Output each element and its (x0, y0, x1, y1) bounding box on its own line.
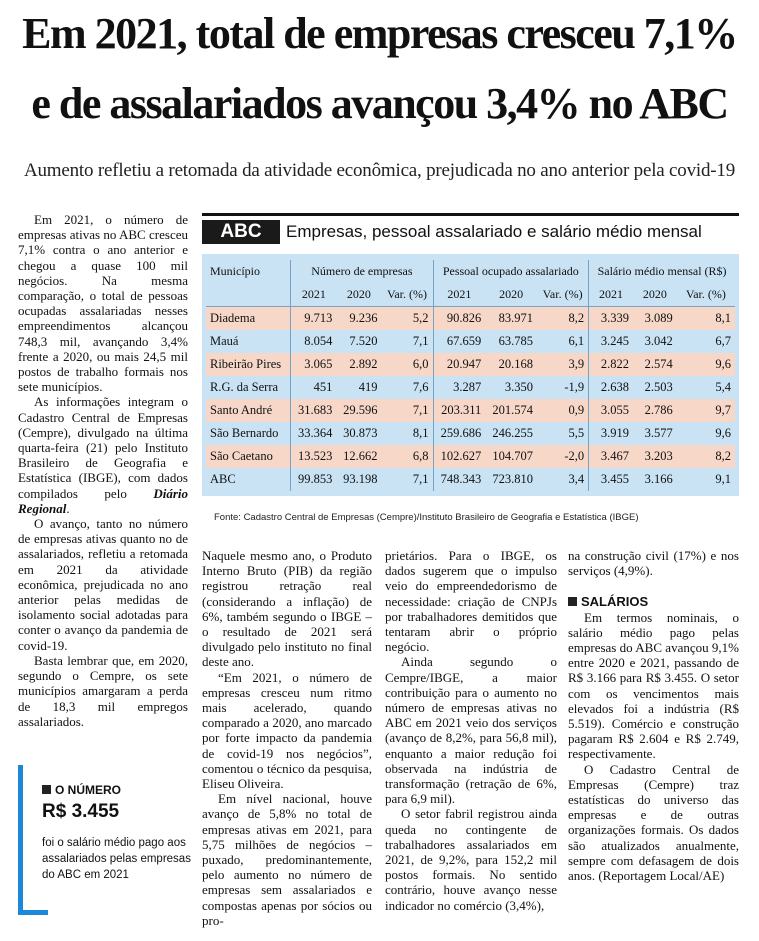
cell-municipio: São Bernardo (206, 422, 291, 445)
column-header-var: Var. (%) (677, 283, 735, 307)
cell: 5,5 (537, 422, 589, 445)
cell: 3.245 (589, 330, 633, 353)
article-column-3 (385, 548, 557, 913)
paragraph: Em nível nacional, houve avanço de 5,8% no total de empresas ativas em 2021, para 5,75 milhões de negócios – puxado, predominantemente, pelo aumento no número de empresas sem assalariados e compostas apenas por sócios ou pro- (202, 791, 372, 928)
cell-municipio: Mauá (206, 330, 291, 353)
cell: 83.971 (485, 307, 537, 331)
cell: 5,2 (381, 307, 433, 331)
column-header-2021: 2021 (291, 283, 337, 307)
column-header-empty (206, 283, 291, 307)
cell: 7,1 (381, 468, 433, 491)
box-value: R$ 3.455 (42, 801, 120, 822)
cell: 3.203 (633, 445, 677, 468)
data-table (206, 260, 735, 491)
cell: 31.683 (291, 399, 337, 422)
paragraph (18, 394, 188, 516)
box-text: foi o salário médio pago aos assalariados pelas empresas do ABC em 2021 (42, 837, 191, 881)
cell: 419 (336, 376, 381, 399)
cell: 3.042 (633, 330, 677, 353)
paragraph: Naquele mesmo ano, o Produto Interno Bruto (PIB) da região registrou retração real (considerando a inflação) de 6%, também segundo o IBGE – o resultado de 2021 será divulgado pelo instituto no final deste ano. (202, 548, 372, 670)
cell: 246.255 (485, 422, 537, 445)
cell: 7.520 (336, 330, 381, 353)
cell: 8.054 (291, 330, 337, 353)
cell: 90.826 (433, 307, 485, 331)
cell-municipio: ABC (206, 468, 291, 491)
cell-municipio: São Caetano (206, 445, 291, 468)
cell: 3.065 (291, 353, 337, 376)
paragraph-text: . (66, 500, 70, 516)
cell: 8,2 (537, 307, 589, 331)
cell: 13.523 (291, 445, 337, 468)
cell: 2.786 (633, 399, 677, 422)
table-row (206, 330, 735, 353)
cell: 99.853 (291, 468, 337, 491)
highlight-box (18, 765, 191, 915)
paragraph: Em termos nominais, o salário médio pago pelas empresas do ABC avançou 9,1% entre 2020 e 2021, passando de R$ 3.166 para R$ 3.455. O setor com os vencimentos mais elevados foi a indústria (R$ 5.519). Comércio e construção pagaram R$ 2.604 e R$ 2.749, respectivamente. (568, 609, 739, 762)
cell: 7,1 (381, 330, 433, 353)
cell: 33.364 (291, 422, 337, 445)
paragraph: Basta lembrar que, em 2020, segundo o Cempre, os sete municípios amargaram a perda de 18,3 mil empregos assalariados. (18, 652, 188, 729)
cell: 9,6 (677, 353, 735, 376)
cell: 9,1 (677, 468, 735, 491)
cell: 93.198 (336, 468, 381, 491)
cell: 3,4 (537, 468, 589, 491)
paragraph: prietários. Para o IBGE, os dados sugerem que o impulso veio do empreendedorismo de necessidade: criação de CNPJs por trabalhadores demitidos que tentaram abrir o próprio negócio. (385, 548, 557, 655)
square-bullet-icon (42, 785, 51, 794)
column-header-2020: 2020 (633, 283, 677, 307)
cell: 2.574 (633, 353, 677, 376)
column-header-2021: 2021 (589, 283, 633, 307)
article-column-1 (18, 212, 188, 729)
paragraph: O Cadastro Central de Empresas (Cempre) traz estatísticas do universo das empresas e de outras organizações formais. Os dados são atualizados anualmente, sempre com defasagem de dois anos. (Reportagem Local/AE) (568, 761, 739, 884)
cell: 104.707 (485, 445, 537, 468)
cell: 9,6 (677, 422, 735, 445)
cell: 259.686 (433, 422, 485, 445)
newspaper-name: Diário Regional (18, 485, 188, 516)
table-row (206, 376, 735, 399)
table-row-total (206, 468, 735, 491)
cell: 8,1 (677, 307, 735, 331)
box-label-text: O NÚMERO (55, 783, 121, 797)
table-tag: ABC (202, 220, 280, 244)
cell: 20.947 (433, 353, 485, 376)
paragraph-text: As informações integram o Cadastro Central de Empresas (Cempre), divulgado na última quarta-feira (21) pelo Instituto Brasileiro de Geografia e Estatística (IBGE), com dados compilados pelo (18, 394, 188, 501)
cell: 6,1 (537, 330, 589, 353)
cell: 723.810 (485, 468, 537, 491)
cell: 5,4 (677, 376, 735, 399)
headline-line-1: Em 2021, total de empresas cresceu 7,1% (22, 9, 737, 58)
column-header-2021: 2021 (433, 283, 485, 307)
box-accent-bar (18, 765, 23, 915)
cell: 102.627 (433, 445, 485, 468)
table-row (206, 399, 735, 422)
cell: 8,2 (677, 445, 735, 468)
column-header-2020: 2020 (485, 283, 537, 307)
cell: 30.873 (336, 422, 381, 445)
section-heading (568, 594, 739, 609)
cell: -2,0 (537, 445, 589, 468)
cell: 29.596 (336, 399, 381, 422)
cell: -1,9 (537, 376, 589, 399)
cell: 6,7 (677, 330, 735, 353)
column-header-var: Var. (%) (381, 283, 433, 307)
data-table-panel (202, 213, 739, 496)
cell: 748.343 (433, 468, 485, 491)
cell: 2.892 (336, 353, 381, 376)
cell: 63.785 (485, 330, 537, 353)
cell: 2.638 (589, 376, 633, 399)
box-label (42, 783, 121, 797)
cell: 201.574 (485, 399, 537, 422)
cell: 12.662 (336, 445, 381, 468)
headline-line-2: e de assalariados avançou 3,4% no ABC (31, 79, 728, 128)
cell-municipio: R.G. da Serra (206, 376, 291, 399)
table-header-bar (202, 213, 739, 246)
cell: 67.659 (433, 330, 485, 353)
cell: 9,7 (677, 399, 735, 422)
table-row (206, 307, 735, 331)
cell: 7,1 (381, 399, 433, 422)
table-row (206, 445, 735, 468)
cell: 6,0 (381, 353, 433, 376)
cell: 3.055 (589, 399, 633, 422)
cell-municipio: Santo André (206, 399, 291, 422)
paragraph: Em 2021, o número de empresas ativas no ABC cresceu 7,1% contra o ano anterior e chegou a quase 100 mil negócios. Na mesma comparação, o total de pessoas ocupadas assalariadas nesses empreendimentos alcançou 748,3 mil, avançando 3,4% frente a 2020, ou mais 24,5 mil postos de trabalho formais nos sete municípios. (18, 212, 188, 395)
cell: 9.236 (336, 307, 381, 331)
cell: 3.919 (589, 422, 633, 445)
cell: 3.455 (589, 468, 633, 491)
paragraph: Ainda segundo o Cempre/IBGE, a maior contribuição para o aumento no número de empresas ativas no ABC em 2021 veio dos serviços (avanço de 8,2%, para 56,8 mil), enquanto a maior redução foi observada na indústria de transformação (retração de 6%, para 6,9 mil). (385, 654, 557, 807)
cell: 3.166 (633, 468, 677, 491)
article-column-4 (568, 548, 739, 883)
cell: 3,9 (537, 353, 589, 376)
cell: 7,6 (381, 376, 433, 399)
cell: 451 (291, 376, 337, 399)
table-body (202, 254, 739, 496)
section-heading-text: SALÁRIOS (581, 594, 649, 610)
cell-municipio: Diadema (206, 307, 291, 331)
column-header-var: Var. (%) (537, 283, 589, 307)
column-group-pessoal: Pessoal ocupado assalariado (433, 260, 589, 283)
table-row (206, 353, 735, 376)
cell: 203.311 (433, 399, 485, 422)
cell: 3.287 (433, 376, 485, 399)
paragraph: na construção civil (17%) e nos serviços (4,9%). (568, 548, 739, 579)
cell: 3.339 (589, 307, 633, 331)
box-accent-corner (18, 910, 48, 915)
cell-municipio: Ribeirão Pires (206, 353, 291, 376)
cell: 3.089 (633, 307, 677, 331)
cell: 9.713 (291, 307, 337, 331)
cell: 3.350 (485, 376, 537, 399)
column-group-empresas: Número de empresas (291, 260, 433, 283)
column-header-municipio: Município (210, 264, 260, 278)
column-group-salario: Salário médio mensal (R$) (589, 260, 735, 283)
column-header-2020: 2020 (336, 283, 381, 307)
square-bullet-icon (568, 597, 577, 606)
cell: 20.168 (485, 353, 537, 376)
cell: 6,8 (381, 445, 433, 468)
paragraph: O setor fabril registrou ainda queda no contingente de trabalhadores assalariados em 2021, de 9,2%, para 152,2 mil postos formais. No sentido contrário, houve avanço nesse indicador no comércio (3,4%), (385, 806, 557, 913)
paragraph: O avanço, tanto no número de empresas ativas quanto no de assalariados, refletiu a retomada em 2021 da atividade econômica, prejudicada no ano anterior pelas medidas de isolamento social adotadas para conter o avanço da pandemia de covid-19. (18, 516, 188, 653)
table-row (206, 422, 735, 445)
paragraph: “Em 2021, o número de empresas cresceu num ritmo mais acelerado, quando comparado a 2020, ano marcado por forte impacto da pandemia de covid-19 nos negócios”, comentou o técnico da pesquisa, Eliseu Oliveira. (202, 669, 372, 792)
article-column-2 (202, 548, 372, 928)
table-source: Fonte: Cadastro Central de Empresas (Cempre)/Instituto Brasileiro de Geografia e Estatística (IBGE) (214, 512, 639, 523)
cell: 3.577 (633, 422, 677, 445)
cell: 8,1 (381, 422, 433, 445)
cell: 2.503 (633, 376, 677, 399)
subheadline: Aumento refletiu a retomada da atividade econômica, prejudicada no ano anterior pela covid-19 (23, 160, 735, 181)
table-title: Empresas, pessoal assalariado e salário médio mensal (286, 222, 702, 241)
cell: 2.822 (589, 353, 633, 376)
cell: 3.467 (589, 445, 633, 468)
cell: 0,9 (537, 399, 589, 422)
